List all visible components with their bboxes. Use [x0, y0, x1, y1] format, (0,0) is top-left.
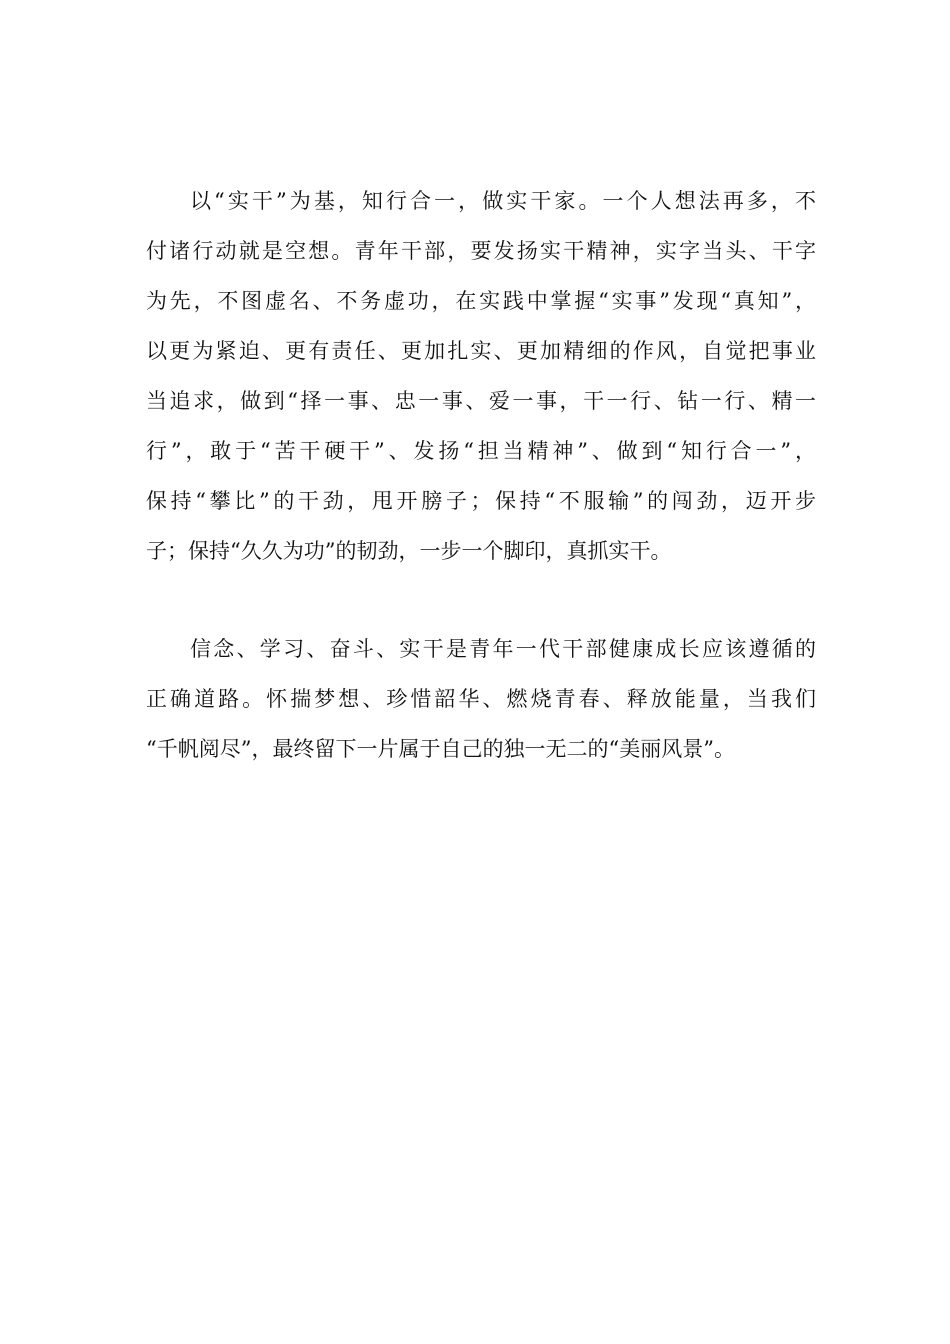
paragraph-line: 保持“攀比”的干劲，甩开膀子；保持“不服输”的闯劲，迈开步	[146, 489, 816, 513]
paragraph-line: 行”，敢于“苦干硬干”、发扬“担当精神”、做到“知行合一”，	[146, 439, 816, 463]
paragraph-line: 以“实干”为基，知行合一，做实干家。一个人想法再多，不	[190, 189, 816, 213]
paragraph-line: 正确道路。怀揣梦想、珍惜韶华、燃烧青春、释放能量，当我们	[146, 687, 816, 711]
paragraph-line: 以更为紧迫、更有责任、更加扎实、更加精细的作风，自觉把事业	[146, 339, 816, 363]
paragraph-line: 付诸行动就是空想。青年干部，要发扬实干精神，实字当头、干字	[146, 239, 816, 263]
paragraph-line: “千帆阅尽”，最终留下一片属于自己的独一无二的“美丽风景”。	[146, 737, 735, 761]
paragraph-line: 当追求，做到“择一事、忠一事、爱一事，干一行、钻一行、精一	[146, 389, 816, 413]
paragraph-line: 为先，不图虚名、不务虚功，在实践中掌握“实事”发现“真知”，	[146, 289, 816, 313]
paragraph-line: 子；保持“久久为功”的韧劲，一步一个脚印，真抓实干。	[146, 539, 672, 563]
paragraph-line: 信念、学习、奋斗、实干是青年一代干部健康成长应该遵循的	[190, 637, 816, 661]
